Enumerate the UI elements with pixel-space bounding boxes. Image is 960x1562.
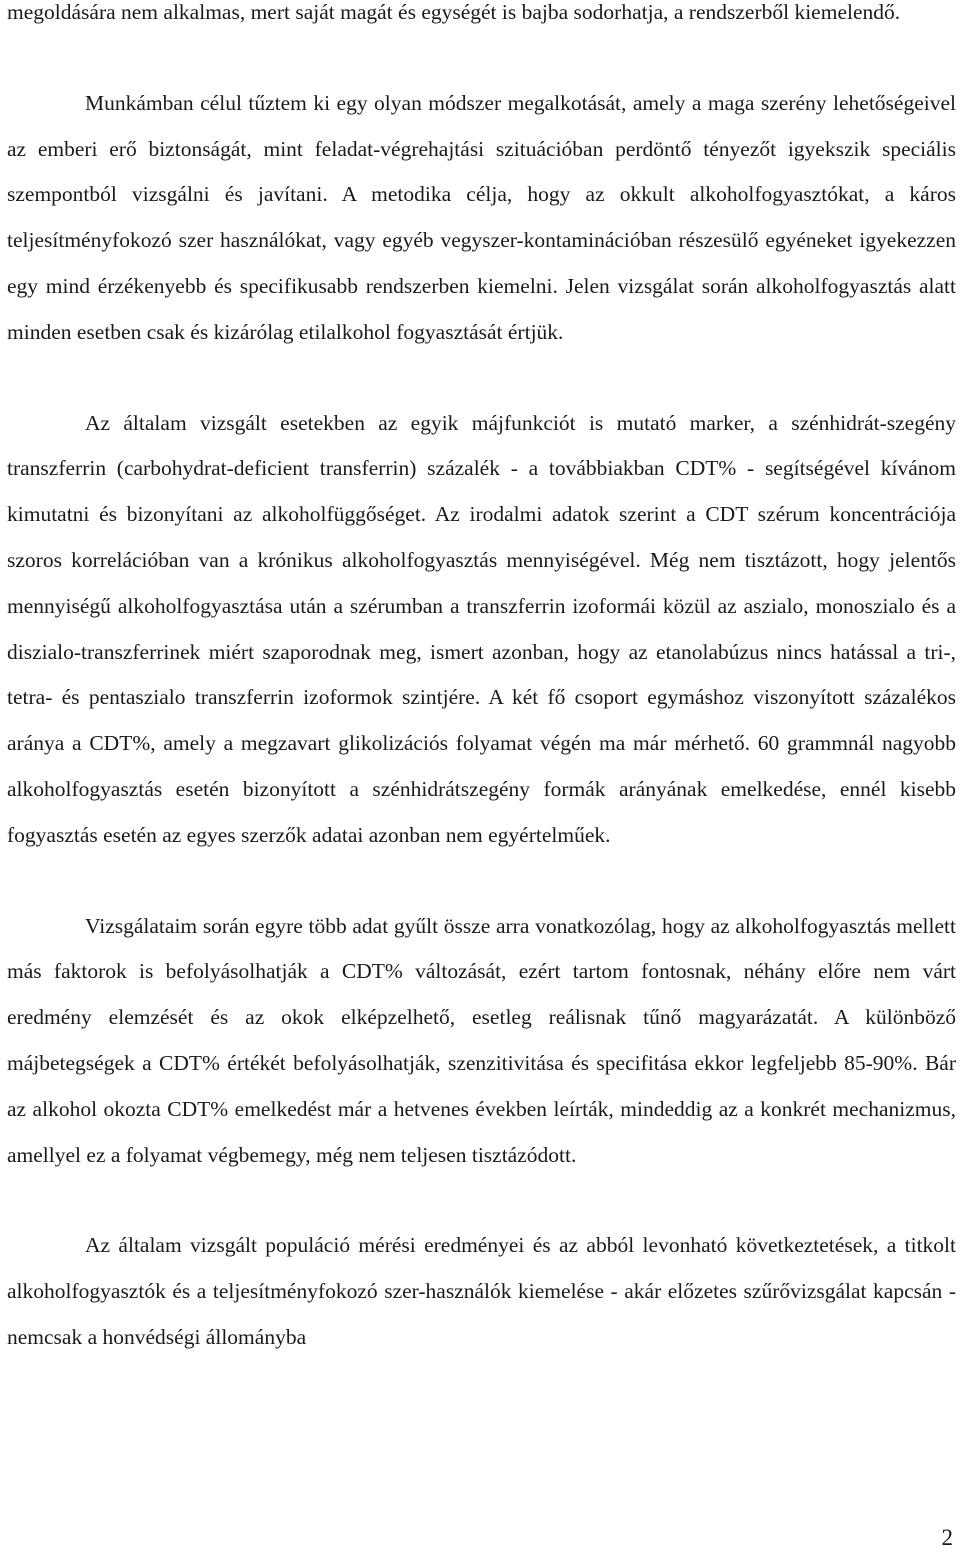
page-number: 2	[941, 1525, 953, 1550]
paragraph-aims: Munkámban célul tűztem ki egy olyan módszer megalkotását, amely a maga szerény lehetőségeivel az emberi erő biztonságát, mint feladat-végrehajtási szituációban perdöntő tényezőt igyekszik speciális szempontból vizsgálni és javítani. A metodika célja, hogy az okkult alkoholfogyasztókat, a káros teljesítményfokozó szer használókat, vagy egyéb vegyszer-kontaminációban részesülő egyéneket igyekezzen egy mind érzékenyebb és specifikusabb rendszerben kiemelni. Jelen vizsgálat során alkoholfogyasztás alatt minden esetben csak és kizárólag etilalkohol fogyasztását értjük.	[7, 90, 956, 344]
paragraph-other-factors: Vizsgálataim során egyre több adat gyűlt össze arra vonatkozólag, hogy az alkoholfogyasztás mellett más faktorok is befolyásolhatják a CDT% változását, ezért tartom fontosnak, néhány előre nem várt eredmény elemzését és az okok elképzelhető, esetleg reálisnak tűnő magyarázatát. A különböző májbetegségek a CDT% értékét befolyásolhatják, szenzitivitása és specifitása ekkor legfeljebb 85-90%. Bár az alkohol okozta CDT% emelkedést már a hetvenes években leírták, mindeddig az a konkrét mechanizmus, amellyel ez a folyamat végbemegy, még nem teljesen tisztázódott.	[7, 913, 956, 1167]
paragraph-cdt-method: Az általam vizsgált esetekben az egyik májfunkciót is mutató marker, a szénhidrát-szegény transzferrin (carbohydrat-deficient transferrin) százalék - a továbbiakban CDT% - segítségével kívánom kimutatni és bizonyítani az alkoholfüggőséget. Az irodalmi adatok szerint a CDT szérum koncentrációja szoros korrelációban van a krónikus alkoholfogyasztás mennyiségével. Még nem tisztázott, hogy jelentős mennyiségű alkoholfogyasztása után a szérumban a transzferrin izoformái közül az aszialo, monoszialo és a diszialo-transzferrinek miért szaporodnak meg, ismert azonban, hogy az etanolabúzus nincs hatással a tri-, tetra- és pentaszialo transzferrin izoformok szintjére. A két fő csoport egymáshoz viszonyított százalékos aránya a CDT%, amely a megzavart glikolizációs folyamat végén ma már mérhető. 60 grammnál nagyobb alkoholfogyasztás esetén bizonyított a szénhidrátszegény formák arányának emelkedése, ennél kisebb fogyasztás esetén az egyes szerzők adatai azonban nem egyértelműek.	[7, 410, 956, 847]
paragraph-population: Az általam vizsgált populáció mérési eredményei és az abból levonható következtetések, a titkolt alkoholfogyasztók és a teljesítményfokozó szer-használók kiemelése - akár előzetes szűrővizsgálat kapcsán - nemcsak a honvédségi állományba	[7, 1233, 956, 1349]
document-page	[7, 0, 956, 1361]
paragraph-continued: megoldására nem alkalmas, mert saját magát és egységét is bajba sodorhatja, a rendszerből kiemelendő.	[7, 0, 901, 24]
